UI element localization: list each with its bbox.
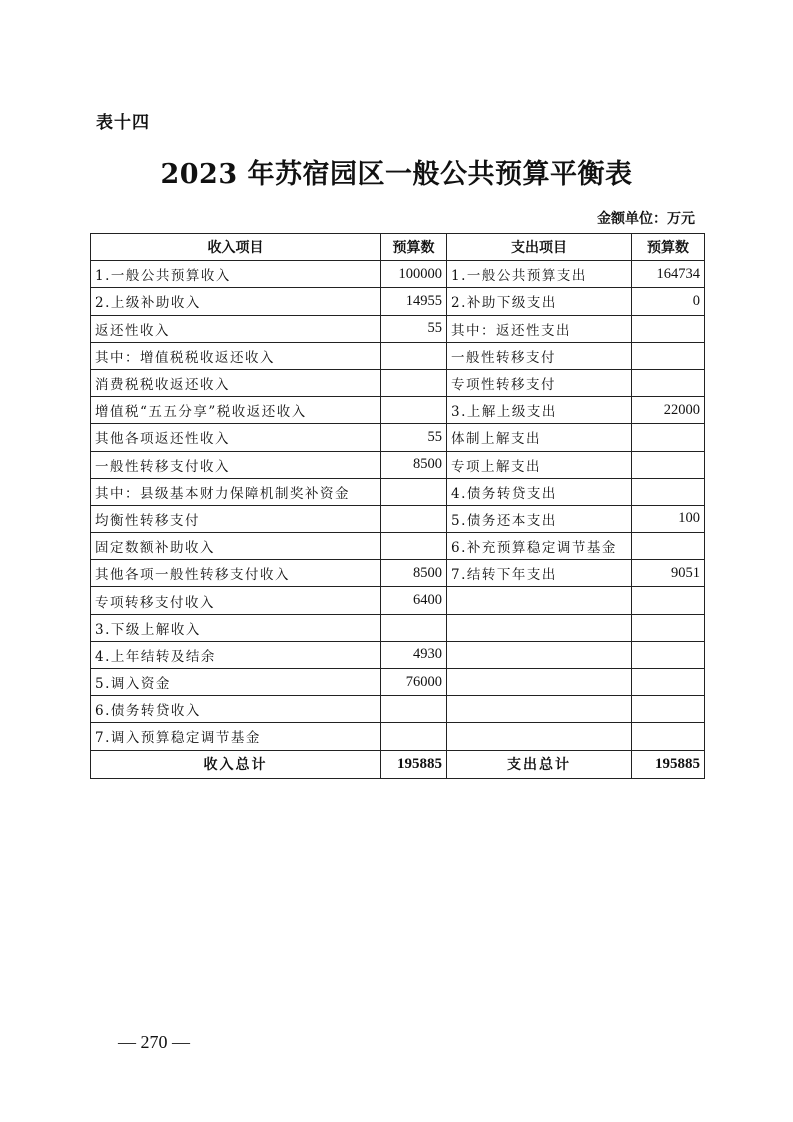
expense-item: 一般性转移支付: [447, 342, 632, 369]
table-row: [91, 315, 705, 342]
expense-value: [632, 669, 705, 696]
expense-value: [632, 723, 705, 750]
table-row: [91, 261, 705, 288]
income-value: [381, 397, 447, 424]
income-item: 7.调入预算稳定调节基金: [91, 723, 381, 750]
expense-item: 5.债务还本支出: [447, 505, 632, 532]
expense-value: [632, 451, 705, 478]
income-value: 100000: [381, 261, 447, 288]
income-value: 14955: [381, 288, 447, 315]
expense-value: [632, 369, 705, 396]
expense-item: [447, 669, 632, 696]
unit-note: 金额单位：万元: [597, 211, 695, 227]
expense-item: [447, 614, 632, 641]
total-row: [91, 750, 705, 778]
expense-item: [447, 723, 632, 750]
expense-item: 3.上解上级支出: [447, 397, 632, 424]
income-item: 4.上年结转及结余: [91, 641, 381, 668]
expense-item: 其中：返还性支出: [447, 315, 632, 342]
expense-item: 4.债务转贷支出: [447, 478, 632, 505]
expense-total-label: 支出总计: [447, 750, 632, 778]
expense-value: [632, 696, 705, 723]
income-item: 消费税税收返还收入: [91, 369, 381, 396]
income-item: 一般性转移支付收入: [91, 451, 381, 478]
income-value: [381, 369, 447, 396]
expense-item: [447, 696, 632, 723]
income-item: 增值税“五五分享”税收返还收入: [91, 397, 381, 424]
page-number: — 270 —: [118, 1032, 190, 1052]
table-row: [91, 669, 705, 696]
income-item: 均衡性转移支付: [91, 505, 381, 532]
expense-item: 1.一般公共预算支出: [447, 261, 632, 288]
income-item: 其他各项一般性转移支付收入: [91, 560, 381, 587]
table-row: [91, 342, 705, 369]
expense-value: [632, 533, 705, 560]
income-item: 6.债务转贷收入: [91, 696, 381, 723]
income-item: 返还性收入: [91, 315, 381, 342]
expense-item: 体制上解支出: [447, 424, 632, 451]
income-item: 其中：县级基本财力保障机制奖补资金: [91, 478, 381, 505]
header-expense-budget: 预算数: [632, 234, 705, 261]
table-row: [91, 288, 705, 315]
table-row: [91, 641, 705, 668]
income-value: 6400: [381, 587, 447, 614]
expense-value: [632, 342, 705, 369]
expense-value: [632, 587, 705, 614]
page-title: 2023 年苏宿园区一般公共预算平衡表: [160, 159, 633, 190]
income-value: [381, 505, 447, 532]
income-item: 专项转移支付收入: [91, 587, 381, 614]
table-row: [91, 696, 705, 723]
income-value: [381, 533, 447, 560]
expense-item: 6.补充预算稳定调节基金: [447, 533, 632, 560]
table-row: [91, 397, 705, 424]
table-row: [91, 533, 705, 560]
table-row: [91, 451, 705, 478]
income-value: [381, 723, 447, 750]
expense-value: [632, 315, 705, 342]
income-total-label: 收入总计: [91, 750, 381, 778]
table-header-row: [91, 234, 705, 261]
income-value: 8500: [381, 451, 447, 478]
income-value: 55: [381, 315, 447, 342]
header-income-budget: 预算数: [381, 234, 447, 261]
expense-item: 专项上解支出: [447, 451, 632, 478]
header-income-item: 收入项目: [91, 234, 381, 261]
expense-value: 100: [632, 505, 705, 532]
expense-value: 22000: [632, 397, 705, 424]
income-value: [381, 614, 447, 641]
income-item: 2.上级补助收入: [91, 288, 381, 315]
table-row: [91, 560, 705, 587]
table-row: [91, 723, 705, 750]
table-row: [91, 505, 705, 532]
budget-balance-table: [90, 233, 705, 779]
income-value: 76000: [381, 669, 447, 696]
income-total-value: 195885: [381, 750, 447, 778]
income-value: 55: [381, 424, 447, 451]
table-row: [91, 478, 705, 505]
income-item: 其中：增值税税收返还收入: [91, 342, 381, 369]
expense-item: 7.结转下年支出: [447, 560, 632, 587]
income-item: 5.调入资金: [91, 669, 381, 696]
expense-value: [632, 478, 705, 505]
expense-value: 9051: [632, 560, 705, 587]
table-row: [91, 587, 705, 614]
income-value: 8500: [381, 560, 447, 587]
income-item: 1.一般公共预算收入: [91, 261, 381, 288]
expense-item: 专项性转移支付: [447, 369, 632, 396]
expense-item: 2.补助下级支出: [447, 288, 632, 315]
table-row: [91, 369, 705, 396]
table-row: [91, 424, 705, 451]
expense-total-value: 195885: [632, 750, 705, 778]
expense-value: 0: [632, 288, 705, 315]
header-expense-item: 支出项目: [447, 234, 632, 261]
expense-item: [447, 587, 632, 614]
expense-value: [632, 641, 705, 668]
income-value: [381, 342, 447, 369]
expense-item: [447, 641, 632, 668]
income-item: 其他各项返还性收入: [91, 424, 381, 451]
income-item: 固定数额补助收入: [91, 533, 381, 560]
income-value: 4930: [381, 641, 447, 668]
expense-value: [632, 424, 705, 451]
expense-value: [632, 614, 705, 641]
income-value: [381, 696, 447, 723]
expense-value: 164734: [632, 261, 705, 288]
table-row: [91, 614, 705, 641]
income-item: 3.下级上解收入: [91, 614, 381, 641]
table-label: 表十四: [96, 113, 150, 133]
income-value: [381, 478, 447, 505]
